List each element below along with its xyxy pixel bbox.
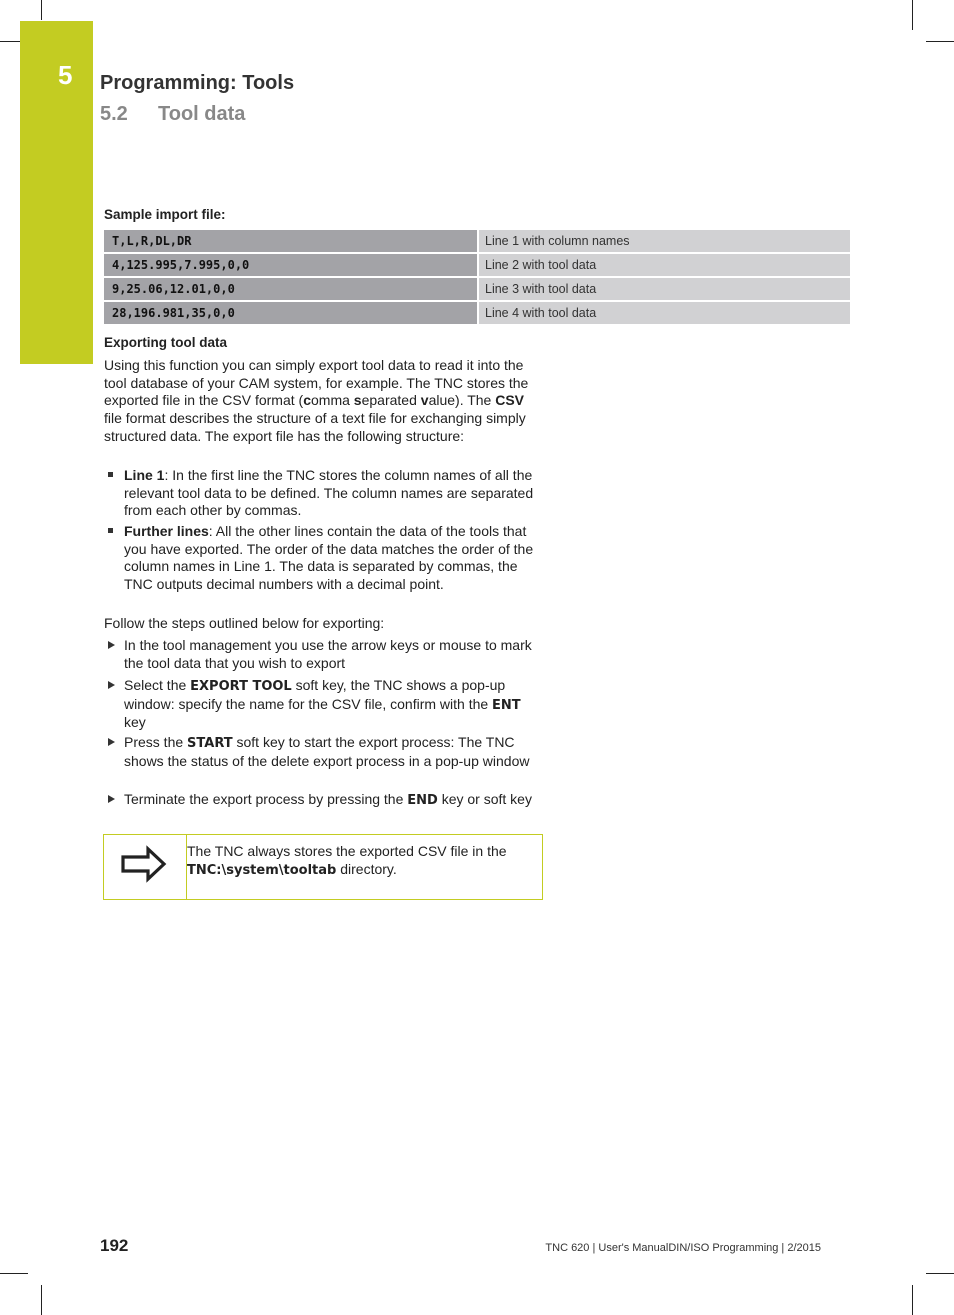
intro-text: Using this function you can simply export tool data to read it into the tool database of your CAM system, for example. The TNC stores the exported file in the CSV format ( bbox=[104, 357, 529, 409]
softkey-name: START bbox=[187, 736, 233, 751]
chapter-tab bbox=[20, 21, 93, 364]
step-item bbox=[104, 677, 544, 732]
list-item bbox=[104, 523, 544, 594]
step-text: In the tool management you use the arrow keys or mouse to mark the tool data that you wish to export bbox=[124, 637, 532, 671]
step-item bbox=[104, 791, 544, 810]
section-title: Tool data bbox=[158, 103, 246, 125]
table-row bbox=[104, 302, 850, 324]
arrow-right-icon bbox=[104, 791, 120, 809]
bullet-text: : In the first line the TNC stores the column names of all the relevant tool data to be defined. The column names are separated from each other by commas. bbox=[124, 467, 534, 519]
intro-bold: v bbox=[420, 392, 429, 409]
intro-bold: s bbox=[353, 392, 362, 409]
step-text: key or soft key bbox=[437, 791, 532, 807]
crop-mark bbox=[41, 1285, 42, 1315]
note-text bbox=[187, 843, 542, 879]
arrow-right-icon bbox=[104, 637, 120, 655]
arrow-right-icon bbox=[104, 734, 120, 752]
intro-text: eparated bbox=[361, 392, 421, 409]
page-number: 192 bbox=[100, 1236, 129, 1255]
step-item bbox=[104, 734, 544, 770]
list-item bbox=[104, 467, 544, 520]
step-text: soft key to start the export process: The TNC shows the status of the delete export process in a pop-up window bbox=[124, 734, 530, 769]
follow-text: Follow the steps outlined below for exporting: bbox=[104, 615, 385, 631]
arrow-right-outline-icon bbox=[120, 845, 168, 883]
code-cell: 9,25.06,12.01,0,0 bbox=[104, 278, 477, 300]
code-cell: 4,125.995,7.995,0,0 bbox=[104, 254, 477, 276]
crop-mark bbox=[926, 1273, 954, 1274]
sample-table bbox=[104, 228, 850, 326]
table-row bbox=[104, 254, 850, 276]
key-name: ENT bbox=[492, 697, 521, 713]
key-name: END bbox=[407, 793, 438, 808]
table-row bbox=[104, 230, 850, 252]
intro-bold: CSV bbox=[495, 392, 525, 409]
step-text: Press the bbox=[124, 734, 188, 750]
crop-mark bbox=[41, 0, 42, 20]
crop-mark bbox=[912, 1285, 913, 1315]
intro-text: file format describes the structure of a text file for exchanging simply structured data. The export file has the following structure: bbox=[104, 410, 526, 444]
export-intro bbox=[104, 357, 544, 446]
sample-label: Sample import file: bbox=[104, 207, 226, 222]
note-text-part: directory. bbox=[336, 860, 397, 877]
crop-mark bbox=[0, 1273, 28, 1274]
footer-text: TNC 620 | User's ManualDIN/ISO Programming | 2/2015 bbox=[545, 1242, 821, 1254]
crop-mark bbox=[912, 0, 913, 30]
note-path: TNC:\system\tooltab bbox=[187, 862, 337, 878]
desc-cell: Line 4 with tool data bbox=[477, 302, 850, 324]
chapter-number: 5 bbox=[58, 60, 73, 90]
crop-mark bbox=[926, 41, 954, 42]
desc-cell: Line 1 with column names bbox=[477, 230, 850, 252]
bullet-text: : All the other lines contain the data of the tools that you have exported. The order of the data matches the order of the column names in Line 1. The data is separated by commas, the TNC outputs decimal numbers with a decimal point. bbox=[124, 523, 534, 593]
intro-text: alue). The bbox=[428, 392, 496, 409]
section-number: 5.2 bbox=[100, 103, 128, 125]
intro-bold: c bbox=[303, 392, 311, 409]
step-item bbox=[104, 637, 544, 672]
code-cell: 28,196.981,35,0,0 bbox=[104, 302, 477, 324]
code-cell: T,L,R,DL,DR bbox=[104, 230, 477, 252]
bullet-icon bbox=[104, 467, 120, 485]
note-box bbox=[103, 834, 543, 900]
softkey-name: EXPORT TOOL bbox=[190, 679, 292, 694]
intro-text: omma bbox=[311, 392, 354, 409]
bullet-bold: Further lines bbox=[124, 523, 209, 539]
bullet-icon bbox=[104, 523, 120, 541]
arrow-right-icon bbox=[104, 677, 120, 695]
note-text-part: The TNC always stores the exported CSV file in the bbox=[187, 843, 507, 859]
desc-cell: Line 2 with tool data bbox=[477, 254, 850, 276]
step-text: Terminate the export process by pressing the bbox=[124, 791, 408, 807]
bullet-bold: Line 1 bbox=[124, 467, 165, 483]
export-heading: Exporting tool data bbox=[104, 335, 227, 350]
desc-cell: Line 3 with tool data bbox=[477, 278, 850, 300]
step-text: key bbox=[124, 714, 146, 731]
chapter-title: Programming: Tools bbox=[100, 72, 295, 94]
table-row bbox=[104, 278, 850, 300]
step-text: Select the bbox=[124, 677, 191, 693]
step-text: soft key, the TNC shows a pop-up window: specify the name for the CSV file, confirm with the bbox=[124, 677, 506, 712]
crop-mark bbox=[0, 41, 22, 42]
